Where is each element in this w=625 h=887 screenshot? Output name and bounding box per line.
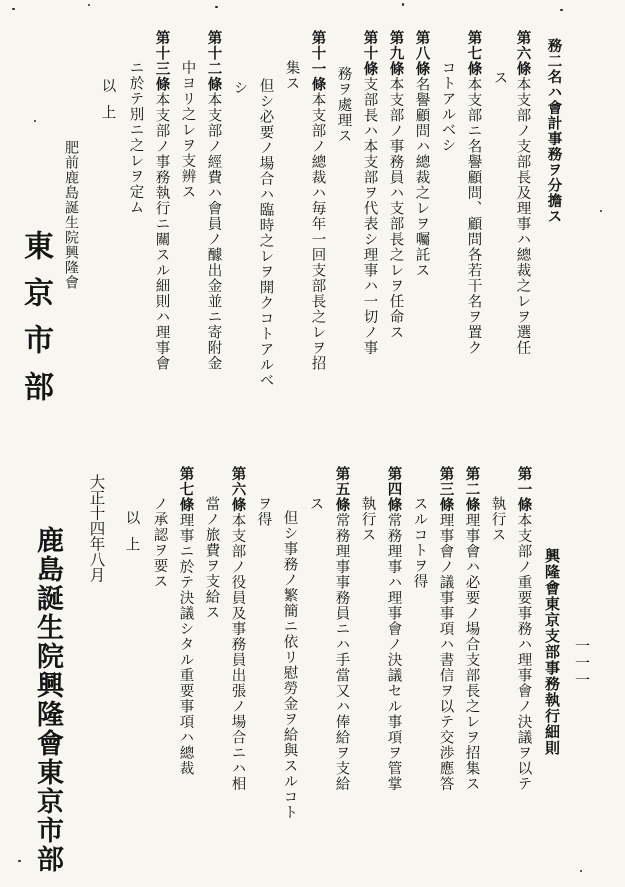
bottom-line-3: 執行ス	[359, 496, 376, 543]
article-10-label: 第十條	[361, 30, 379, 77]
bottom-line-6: ヲ得	[255, 496, 272, 527]
b-article-7	[178, 466, 193, 776]
scan-speck	[215, 6, 218, 8]
article-13	[154, 30, 169, 371]
b-article-2-label: 第二條	[463, 466, 481, 513]
scan-speck	[34, 120, 36, 122]
bottom-heading: 興隆會東京支部事務執行細則	[543, 548, 561, 756]
article-12-label: 第十二條	[205, 30, 223, 92]
b-article-4-text: 常務理事ハ理事會ノ決議セル事項ヲ管掌	[385, 512, 402, 792]
top-line-3: コトアルベシ	[439, 60, 456, 153]
article-06	[515, 30, 530, 356]
top-line-4: 務ヲ處理ス	[335, 66, 352, 144]
article-13-label: 第十三條	[153, 30, 171, 92]
scan-speck	[18, 860, 21, 862]
document-date: 大正十四年八月	[87, 474, 106, 583]
article-08	[414, 30, 429, 278]
top-line-8: 中ヨリ之レヲ支辨ス	[179, 60, 196, 200]
b-article-3	[438, 466, 453, 792]
article-10	[362, 30, 377, 356]
top-org-small: 肥前鹿島誕生院興隆會	[63, 140, 79, 290]
article-11-text: 本支部ノ總裁ハ毎年一回支部長之レヲ招	[309, 92, 326, 371]
b-article-1-text: 本支部ノ重要事務ハ理事會ノ決議ヲ以テ	[515, 512, 532, 792]
b-article-5-text: 常務理事事務員ニハ手當又ハ俸給ヲ支給	[333, 512, 350, 792]
bottom-line-2: スルコトヲ得	[411, 496, 428, 589]
article-13-text: 本支部ノ事務執行ニ關スル細則ハ理事會	[153, 92, 170, 371]
b-article-7-text: 理事ニ於テ決議シタル重要事項ハ總裁	[177, 512, 194, 776]
article-06-text: 本支部ノ支部長及理事ハ總裁之レヲ選任	[514, 76, 531, 356]
article-07-label: 第七條	[465, 30, 483, 77]
top-line-2: ス	[491, 70, 508, 86]
top-line-1-text: 務二名ハ會計事務ヲ分擔ス	[545, 38, 563, 224]
article-10-text: 支部長ハ本支部ヲ代表シ理事ハ一切ノ事	[361, 76, 378, 356]
article-12	[206, 30, 221, 371]
top-ijo: 以上	[99, 78, 116, 131]
article-08-text: 名譽顧問ハ總裁之レヲ囑託ス	[413, 76, 430, 278]
b-article-4-label: 第四條	[385, 466, 403, 513]
b-article-5-label: 第五條	[333, 466, 351, 513]
b-article-6	[230, 466, 245, 792]
bottom-ijo: 以上	[123, 510, 140, 563]
top-line-9: ニ於テ別ニ之レヲ定ム	[127, 60, 144, 215]
bottom-line-7: 當ノ旅費ヲ支給ス	[203, 496, 220, 620]
scan-speck	[580, 870, 582, 872]
article-07	[466, 30, 481, 356]
article-12-text: 本支部ノ經費ハ會員ノ醵出金並ニ寄附金	[205, 92, 222, 371]
article-09-text: 本支部ノ事務員ハ支部長之レヲ任命ス	[387, 76, 404, 340]
b-article-7-label: 第七條	[177, 466, 195, 513]
bottom-org: 鹿島誕生院興隆會東京市部	[32, 526, 63, 874]
b-article-1	[516, 466, 531, 792]
article-06-label: 第六條	[514, 30, 532, 77]
article-09	[388, 30, 403, 340]
b-article-6-label: 第六條	[229, 466, 247, 513]
b-article-2-text: 理事會ハ必要ノ場合支部長之レヲ招集ス	[463, 512, 480, 792]
article-11	[310, 30, 325, 371]
bottom-line-4: ス	[307, 496, 324, 512]
scan-speck	[402, 3, 404, 6]
bottom-line-8: ノ承認ヲ要ス	[151, 496, 168, 589]
b-article-1-label: 第一條	[515, 466, 533, 513]
b-article-4	[386, 466, 401, 792]
scan-speck	[88, 4, 90, 6]
top-line-6: 但シ必要ノ場合ハ臨時之レヲ開クコトアルベ	[257, 78, 274, 388]
article-11-label: 第十一條	[309, 30, 327, 92]
b-article-6-text: 本支部ノ役員及事務員出張ノ場合ニハ相	[229, 512, 246, 792]
b-article-3-text: 理事會ノ議事事項ハ書信ヲ以テ交渉應答	[437, 512, 454, 792]
bottom-line-5: 但シ事務ノ繁簡ニ依リ慰勞金ヲ給與スルコト	[281, 510, 298, 820]
article-07-text: 本支部ニ名譽顧問、顧問各若干名ヲ置ク	[465, 76, 482, 356]
top-line-1	[546, 38, 561, 224]
top-line-5: 集ス	[283, 60, 300, 91]
top-org-big: 東京市部	[18, 230, 53, 418]
b-article-5	[334, 466, 349, 792]
top-line-7: シ	[231, 80, 248, 96]
article-09-label: 第九條	[387, 30, 405, 77]
b-article-3-label: 第三條	[437, 466, 455, 513]
bottom-line-1: 執行ス	[489, 496, 506, 543]
scan-speck	[12, 8, 15, 10]
scan-speck	[600, 210, 602, 212]
b-article-2	[464, 466, 479, 792]
scan-speck	[560, 9, 563, 11]
article-08-label: 第八條	[413, 30, 431, 77]
page-number: 一一一	[573, 638, 591, 689]
